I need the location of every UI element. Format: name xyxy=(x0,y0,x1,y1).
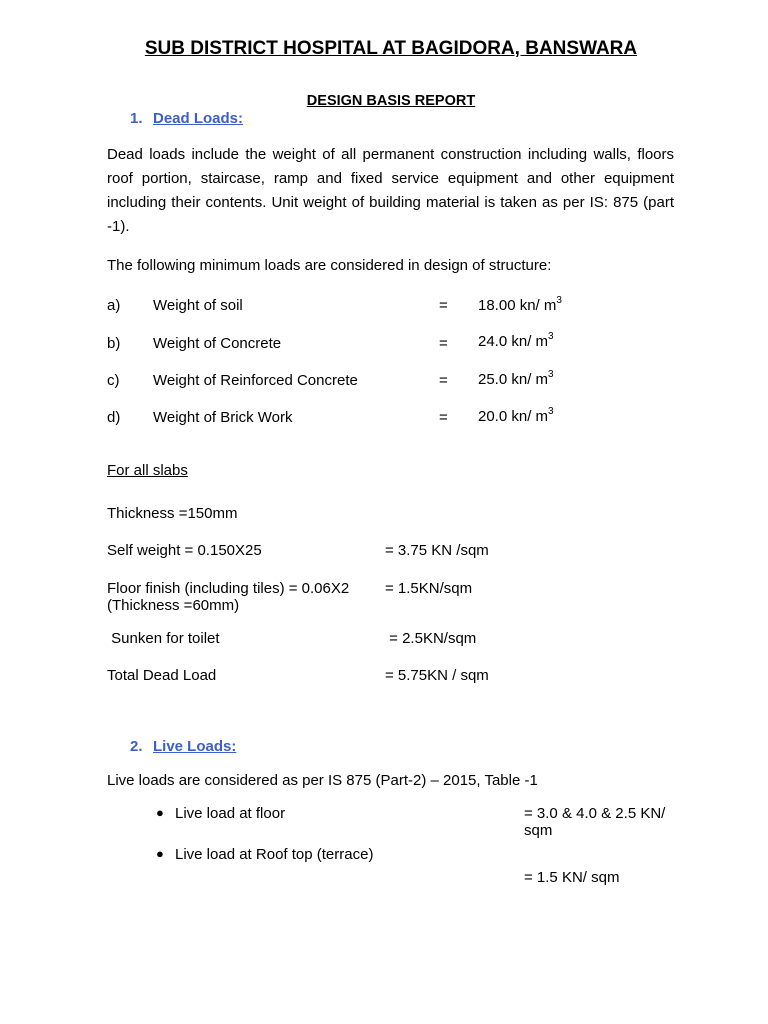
material-value: 18.00 kn/ $m^3$ xyxy=(478,295,562,314)
slabs-heading: For all slabs xyxy=(107,462,188,479)
material-name: Weight of Concrete xyxy=(153,335,282,352)
section-2-number: 2. xyxy=(130,738,143,755)
load-value: = 3.75 KN /sqm xyxy=(385,542,489,559)
live-load-label: Live load at floor xyxy=(175,805,286,822)
load-label: Self weight = 0.150X25 xyxy=(107,542,262,559)
load-label: Total Dead Load xyxy=(107,667,217,684)
load-value: = 5.75KN / sqm xyxy=(385,667,489,684)
material-value: 25.0 kn/ $m^3$ xyxy=(478,369,554,388)
section-2-heading: Live Loads: xyxy=(153,738,237,755)
material-letter: c) xyxy=(107,372,120,389)
load-label: Sunken for toilet xyxy=(107,630,220,647)
superscript: 3 xyxy=(556,295,562,306)
material-equals: = xyxy=(439,372,448,389)
material-value: 20.0 kn/ $m^3$ xyxy=(478,406,554,425)
superscript: 3 xyxy=(548,406,554,417)
material-name: Weight of Brick Work xyxy=(153,409,293,426)
live-load-value: = 3.0 & 4.0 & 2.5 KN/ xyxy=(524,805,666,822)
load-value: = 2.5KN/sqm xyxy=(385,630,477,647)
document-title: SUB DISTRICT HOSPITAL AT BAGIDORA, BANSWARA xyxy=(144,38,638,59)
material-letter: d) xyxy=(107,409,121,426)
load-label: Floor finish (including tiles) = 0.06X2 xyxy=(107,580,350,597)
live-load-value: = 1.5 KN/ sqm xyxy=(524,869,620,886)
material-name: Weight of soil xyxy=(153,297,243,314)
bullet-icon: ● xyxy=(156,805,164,820)
superscript: 3 xyxy=(548,331,554,342)
superscript: 3 xyxy=(548,369,554,380)
material-value: 24.0 kn/ $m^3$ xyxy=(478,331,554,350)
section-1-number: 1. xyxy=(130,110,143,127)
material-letter: a) xyxy=(107,297,121,314)
material-equals: = xyxy=(439,335,448,352)
dead-loads-paragraph: Dead loads include the weight of all permanent construction including walls, floors roof portion, staircase, ramp and fixed service equipment and other equipment including their contents. Unit weight of building material is taken as per IS: 875 (part -1). xyxy=(107,146,674,235)
material-equals: = xyxy=(439,297,448,314)
section-1-heading: Dead Loads: xyxy=(153,110,244,127)
live-loads-intro: Live loads are considered as per IS 875 (Part-2) – 2015, Table -1 xyxy=(107,772,538,789)
load-label-continuation: (Thickness =60mm) xyxy=(107,597,240,614)
bullet-icon: ● xyxy=(156,846,164,861)
report-subtitle: DESIGN BASIS REPORT xyxy=(306,93,476,109)
live-load-label: Live load at Roof top (terrace) xyxy=(175,846,374,863)
material-name: Weight of Reinforced Concrete xyxy=(153,372,358,389)
material-equals: = xyxy=(439,409,448,426)
minimum-loads-intro: The following minimum loads are considered in design of structure: xyxy=(107,257,552,274)
slab-thickness: Thickness =150mm xyxy=(107,505,238,522)
live-load-value-continuation: sqm xyxy=(524,822,553,839)
load-value: = 1.5KN/sqm xyxy=(385,580,473,597)
material-letter: b) xyxy=(107,335,121,352)
